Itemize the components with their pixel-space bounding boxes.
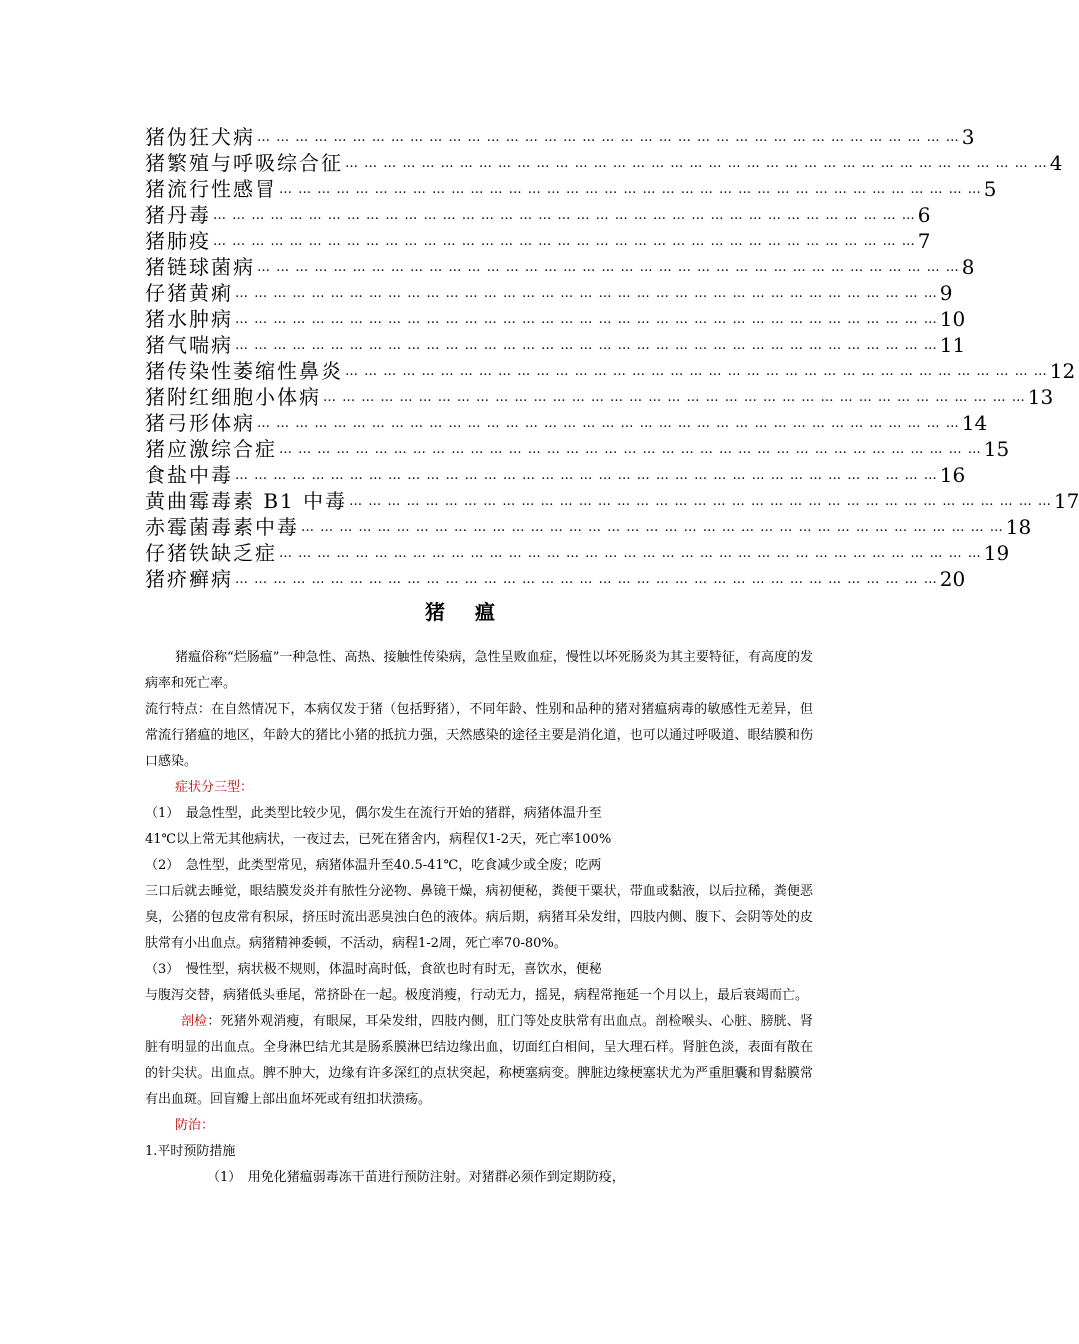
toc-entry-page: 18 — [1005, 515, 1032, 539]
type1-line: （1） 最急性型，此类型比较少见，偶尔发生在流行开始的猪群，病猪体温升至 — [145, 806, 602, 821]
toc-dot-leader: … … … … … … … … … … … … … … … … … … … … … … … … … … … … … … … … … … … … … — [257, 260, 960, 275]
toc-entry[interactable] — [145, 228, 931, 254]
toc-entry[interactable] — [145, 540, 1010, 566]
toc-entry[interactable] — [145, 410, 988, 436]
toc-entry-page: 16 — [939, 463, 966, 487]
toc-entry-page: 9 — [939, 281, 953, 305]
type3-line: （3） 慢性型，病状极不规则，体温时高时低，食欲也时有时无，喜饮水，便秘 — [145, 962, 602, 977]
toc-entry-page: 17 — [1053, 489, 1079, 513]
toc-entry-title: 猪气喘病 — [145, 333, 233, 357]
type1-continuation: 41℃以上常无其他病状，一夜过去，已死在猪舍内，病程仅1-2天，死亡率100% — [145, 832, 612, 847]
toc-dot-leader: … … … … … … … … … … … … … … … … … … … … … … … … … … … … … … … … … … … … … — [213, 208, 916, 223]
toc-entry-title: 猪流行性感冒 — [145, 177, 277, 201]
toc-entry[interactable] — [145, 462, 966, 488]
autopsy-paragraph — [145, 1009, 813, 1113]
toc-entry-page: 4 — [1049, 151, 1063, 175]
prevention-item-1-1: （1） 用免化猪瘟弱毒冻干苗进行预防注射。对猪群必须作到定期防疫， — [207, 1170, 625, 1185]
prevention-heading: 防治： — [175, 1118, 215, 1133]
toc-entry[interactable] — [145, 254, 975, 280]
toc-dot-leader: … … … … … … … … … … … … … … … … … … … … … … … … … … … … … … … … … … … … … — [235, 338, 938, 353]
toc-dot-leader: … … … … … … … … … … … … … … … … … … … … … … … … … … … … … … … … … … … … … — [235, 572, 938, 587]
toc-dot-leader: … … … … … … … … … … … … … … … … … … … … … … … … … … … … … … … … … … … … … — [345, 156, 1048, 171]
toc-entry-title: 猪应激综合症 — [145, 437, 277, 461]
symptom-heading: 症状分三型： — [175, 780, 254, 795]
toc-entry-title: 猪链球菌病 — [145, 255, 255, 279]
section-heading: 猪瘟 — [425, 600, 525, 624]
toc-dot-leader: … … … … … … … … … … … … … … … … … … … … … … … … … … … … … … … … … … … … … — [279, 442, 982, 457]
toc-entry-title: 猪肺疫 — [145, 229, 211, 253]
toc-entry-title: 食盐中毒 — [145, 463, 233, 487]
toc-entry-title: 猪繁殖与呼吸综合征 — [145, 151, 343, 175]
toc-dot-leader: … … … … … … … … … … … … … … … … … … … … … … … … … … … … … … … … … … … … … — [279, 182, 982, 197]
autopsy-label: 剖检 — [181, 1014, 208, 1029]
toc-entry[interactable] — [145, 280, 953, 306]
toc-entry[interactable] — [145, 202, 931, 228]
toc-dot-leader: … … … … … … … … … … … … … … … … … … … … … … … … … … … … … … … … … … … … … — [279, 546, 982, 561]
toc-entry-page: 14 — [961, 411, 988, 435]
toc-entry[interactable] — [145, 124, 975, 150]
toc-entry-page: 15 — [983, 437, 1010, 461]
toc-entry-page: 8 — [961, 255, 975, 279]
toc-dot-leader: … … … … … … … … … … … … … … … … … … … … … … … … … … … … … … … … … … … … … — [235, 286, 938, 301]
toc-entry-page: 20 — [939, 567, 966, 591]
toc-dot-leader: … … … … … … … … … … … … … … … … … … … … … … … … … … … … … … … … … … … … … — [345, 364, 1048, 379]
toc-entry-page: 6 — [917, 203, 931, 227]
toc-entry-title: 猪附红细胞小体病 — [145, 385, 321, 409]
toc-entry[interactable] — [145, 332, 966, 358]
toc-entry-title: 猪伪狂犬病 — [145, 125, 255, 149]
toc-entry-title: 猪传染性萎缩性鼻炎 — [145, 359, 343, 383]
toc-entry-page: 11 — [939, 333, 966, 357]
toc-entry-page: 13 — [1027, 385, 1054, 409]
toc-entry-page: 7 — [917, 229, 931, 253]
toc-entry[interactable] — [145, 358, 1076, 384]
toc-entry-title: 猪疥癣病 — [145, 567, 233, 591]
section-body — [145, 645, 813, 1191]
type2-line: （2） 急性型，此类型常见，病猪体温升至40.5-41℃，吃食减少或全废；吃两 — [145, 858, 602, 873]
toc-dot-leader: … … … … … … … … … … … … … … … … … … … … … … … … … … … … … … … … … … … … … — [301, 520, 1004, 535]
toc-entry-page: 3 — [961, 125, 975, 149]
toc-entry[interactable] — [145, 566, 966, 592]
toc-entry[interactable] — [145, 176, 997, 202]
toc-entry[interactable] — [145, 384, 1054, 410]
epidemic-paragraph: 流行特点：在自然情况下，本病仅发于猪（包括野猪），不同年龄、性别和品种的猪对猪瘟病毒的敏感性无差异，但常流行猪瘟的地区，年龄大的猪比小猪的抵抗力强，天然感染的途径主要是消化道，也可以通过呼吸道、眼结膜和伤口感染。 — [145, 702, 813, 769]
toc-entry-title: 猪丹毒 — [145, 203, 211, 227]
toc-dot-leader: … … … … … … … … … … … … … … … … … … … … … … … … … … … … … … … … … … … … … — [257, 416, 960, 431]
toc-entry-title: 黄曲霉毒素 B1 中毒 — [145, 489, 348, 513]
toc-dot-leader: … … … … … … … … … … … … … … … … … … … … … … … … … … … … … … … … … … … … … — [257, 130, 960, 145]
toc-entry-title: 仔猪黄痢 — [145, 281, 233, 305]
toc-dot-leader: … … … … … … … … … … … … … … … … … … … … … … … … … … … … … … … … … … … … … — [349, 494, 1052, 509]
toc-entry[interactable] — [145, 514, 1032, 540]
autopsy-text: ：死猪外观消瘦，有眼屎，耳朵发绀，四肢内侧，肛门等处皮肤常有出血点。剖检喉头、心脏、膀胱、肾脏有明显的出血点。全身淋巴结尤其是肠系膜淋巴结边缘出血，切面红白相间，呈大理石样。肾脏色淡，表面有散在的针尖状。出血点。脾不肿大，边缘有许多深红的点状突起，称梗塞病变。脾脏边缘梗塞状尤为严重胆囊和胃黏膜常有出血斑。回盲瓣上部出血坏死或有纽扣状溃疡。 — [145, 1014, 813, 1107]
toc-entry[interactable] — [145, 150, 1063, 176]
toc-dot-leader: … … … … … … … … … … … … … … … … … … … … … … … … … … … … … … … … … … … … … — [323, 390, 1026, 405]
toc-dot-leader: … … … … … … … … … … … … … … … … … … … … … … … … … … … … … … … … … … … … … — [213, 234, 916, 249]
toc-entry[interactable] — [145, 306, 966, 332]
toc-entry-page: 19 — [983, 541, 1010, 565]
toc-entry-title: 猪弓形体病 — [145, 411, 255, 435]
toc-entry-title: 仔猪铁缺乏症 — [145, 541, 277, 565]
type3-continuation: 与腹泻交替，病猪低头垂尾，常挤卧在一起。极度消瘦，行动无力，摇晃，病程常拖延一个月以上，最后衰竭而亡。 — [145, 988, 809, 1003]
toc-entry-page: 10 — [939, 307, 966, 331]
toc-entry[interactable] — [145, 488, 1079, 514]
toc-entry-page: 12 — [1049, 359, 1076, 383]
table-of-contents — [145, 124, 1079, 592]
toc-dot-leader: … … … … … … … … … … … … … … … … … … … … … … … … … … … … … … … … … … … … … — [235, 312, 938, 327]
prevention-item-1: 1.平时预防措施 — [145, 1144, 236, 1159]
type2-continuation: 三口后就去睡觉，眼结膜发炎并有脓性分泌物、鼻镜干燥，病初便秘，粪便干粟状，带血或黏液，以后拉稀，粪便恶臭，公猪的包皮常有积尿，挤压时流出恶臭浊白色的液体。病后期，病猪耳朵发绀，四肢内侧、腹下、会阴等处的皮肤常有小出血点。病猪精神委顿，不活动，病程1-2周，死亡率70-80%。 — [145, 884, 813, 951]
toc-entry-page: 5 — [983, 177, 997, 201]
toc-entry-title: 赤霉菌毒素中毒 — [145, 515, 299, 539]
toc-entry[interactable] — [145, 436, 1010, 462]
toc-entry-title: 猪水肿病 — [145, 307, 233, 331]
intro-paragraph: 猪瘟俗称“烂肠瘟”一种急性、高热、接触性传染病，急性呈败血症，慢性以坏死肠炎为其主要特征，有高度的发病率和死亡率。 — [145, 650, 813, 691]
toc-dot-leader: … … … … … … … … … … … … … … … … … … … … … … … … … … … … … … … … … … … … … — [235, 468, 938, 483]
